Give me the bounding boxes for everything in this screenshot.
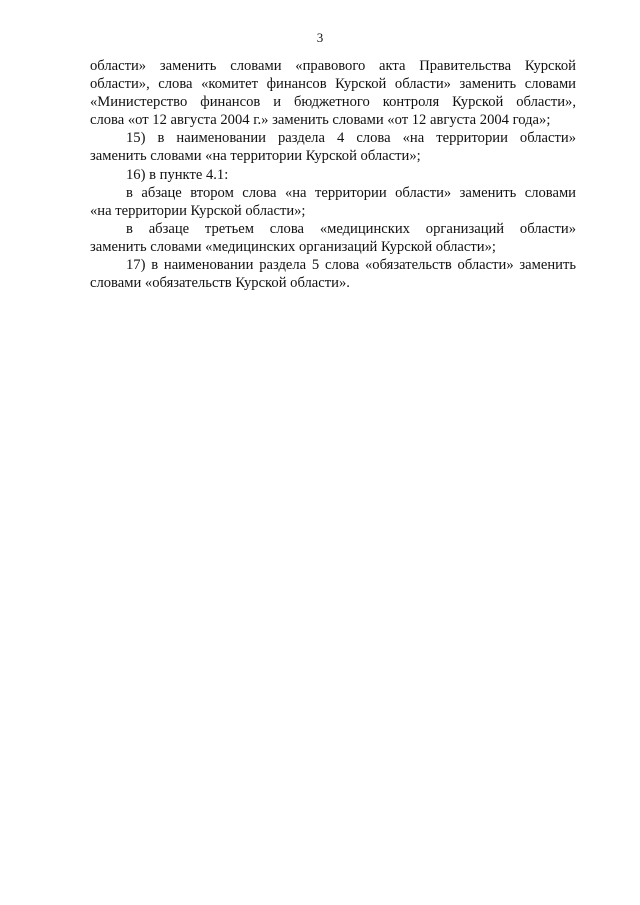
page-number: 3 xyxy=(316,30,324,45)
text-line: «на территории Курской области»; xyxy=(90,202,306,219)
text-line: заменить словами «медицинских организаций Курской области»; xyxy=(90,238,496,255)
text-line: заменить словами «на территории Курской области»; xyxy=(90,148,421,165)
text-line: 15) в наименовании раздела 4 слова «на территории области» xyxy=(126,130,576,147)
text-line: 16) в пункте 4.1: xyxy=(126,166,229,183)
text-line: «Министерство финансов и бюджетного контроля Курской области», xyxy=(90,94,576,111)
text-line: 17) в наименовании раздела 5 слова «обязательств области» заменить xyxy=(126,257,576,274)
text-line: в абзаце втором слова «на территории области» заменить словами xyxy=(126,184,576,201)
text-line: области» заменить словами «правового акта Правительства Курской xyxy=(90,58,576,74)
text-line: словами «обязательств Курской области». xyxy=(90,275,350,292)
text-line: области», слова «комитет финансов Курской области» заменить словами xyxy=(90,76,576,93)
text-line: слова «от 12 августа 2004 г.» заменить словами «от 12 августа 2004 года»; xyxy=(90,112,551,129)
document-body xyxy=(90,57,576,292)
text-line: в абзаце третьем слова «медицинских организаций области» xyxy=(126,220,576,237)
